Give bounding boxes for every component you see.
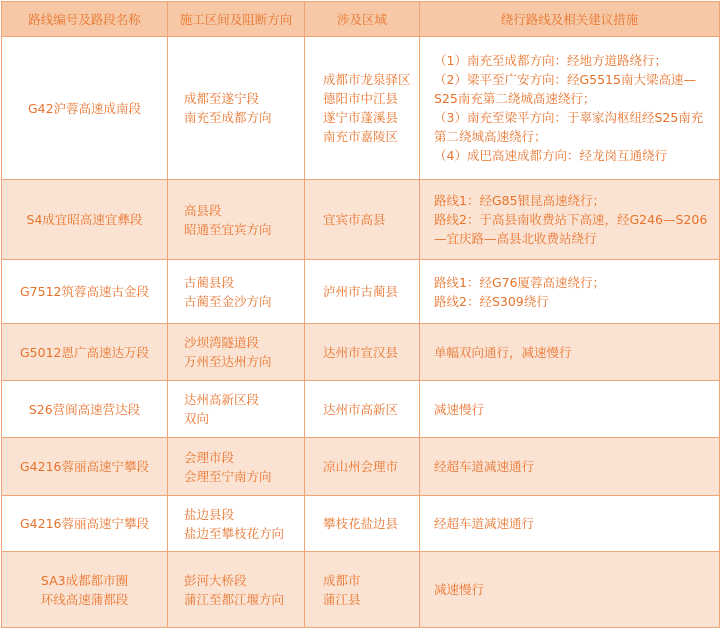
section-line: 双向 [184, 411, 210, 426]
section-cell [168, 324, 305, 381]
route-line: G42沪蓉高速成南段 [27, 100, 142, 116]
route-line: G4216蓉丽高速宁攀段 [20, 459, 149, 474]
detour-line: 减速慢行 [434, 582, 485, 597]
table-row [2, 381, 720, 438]
header-area: 涉及区域 [305, 2, 420, 37]
detour-line: （1）南充至成都方向：经地方道路绕行； [434, 53, 667, 68]
table-row [2, 438, 720, 496]
area-cell [305, 180, 420, 260]
area-line: 成都市 [323, 572, 361, 588]
route-line: 环线高速蒲都段 [40, 591, 129, 607]
route-line: G4216蓉丽高速宁攀段 [20, 516, 149, 531]
section-line: 古蔺至金沙方向 [184, 293, 272, 309]
area-line: 成都市龙泉驿区 [323, 72, 411, 87]
area-cell [305, 381, 420, 438]
detour-line: 单幅双向通行，减速慢行 [434, 344, 572, 360]
area-line: 达州市高新区 [323, 401, 399, 417]
area-cell [305, 552, 420, 628]
section-line: 高县段 [184, 202, 222, 218]
section-line: 会理至宁南方向 [184, 468, 272, 484]
section-line: 成都至遂宁段 [184, 91, 260, 106]
detour-cell [420, 324, 720, 381]
detour-cell [420, 552, 720, 628]
route-cell [2, 381, 168, 438]
area-line: 凉山州会理市 [323, 459, 399, 474]
detour-line: 路线1：经G85银昆高速绕行； [434, 193, 606, 208]
header-route: 路线编号及路段名称 [2, 2, 168, 37]
area-line: 蒲江县 [323, 591, 361, 607]
detour-line: 路线2：经S309绕行 [434, 293, 549, 309]
route-cell [2, 260, 168, 324]
area-cell [305, 324, 420, 381]
section-line: 南充至成都方向 [184, 110, 272, 125]
area-line: 宜宾市高县 [323, 212, 386, 227]
section-cell [168, 180, 305, 260]
detour-line: 减速慢行 [434, 401, 485, 417]
section-line: 万州至达州方向 [184, 354, 272, 369]
route-cell [2, 438, 168, 496]
route-line: G7512筑蓉高速古金段 [20, 284, 149, 299]
detour-line: 经超车道减速通行 [434, 516, 535, 531]
route-cell [2, 552, 168, 628]
area-cell [305, 37, 420, 180]
section-line: 盐边县段 [184, 506, 235, 522]
table-row [2, 552, 720, 628]
section-cell [168, 381, 305, 438]
table-row [2, 324, 720, 381]
header-section: 施工区间及阻断方向 [168, 2, 305, 37]
section-line: 彭河大桥段 [184, 572, 247, 588]
section-line: 盐边至攀枝花方向 [184, 525, 285, 541]
section-cell [168, 260, 305, 324]
detour-cell [420, 438, 720, 496]
detour-cell [420, 496, 720, 552]
section-line: 蒲江至都江堰方向 [184, 591, 285, 607]
section-cell [168, 552, 305, 628]
route-line: S26营阆高速营达段 [28, 401, 141, 417]
route-line: G5012恩广高速达万段 [20, 344, 149, 360]
area-line: 南充市嘉陵区 [323, 129, 399, 144]
table-row [2, 37, 720, 180]
detour-line: 经超车道减速通行 [434, 459, 535, 474]
table-row [2, 496, 720, 552]
detour-cell [420, 260, 720, 324]
header-row [2, 2, 720, 37]
area-line: 遂宁市蓬溪县 [323, 110, 399, 125]
section-cell [168, 438, 305, 496]
area-cell [305, 496, 420, 552]
section-line: 沙坝湾隧道段 [184, 335, 260, 350]
area-line: 泸州市古蔺县 [323, 284, 399, 299]
detour-line: 路线2：于高县南收费站下高速，经G246—S206—宜庆路—高县北收费站绕行 [434, 212, 708, 246]
route-cell [2, 324, 168, 381]
detour-cell [420, 381, 720, 438]
detour-line: 路线1：经G76厦蓉高速绕行； [434, 274, 606, 290]
table-row [2, 260, 720, 324]
area-line: 达州市宣汉县 [323, 344, 399, 360]
detour-cell [420, 37, 720, 180]
detour-line: （3）南充至梁平方向：于辜家沟枢纽经S25南充第二绕城高速绕行； [434, 110, 704, 144]
section-cell [168, 37, 305, 180]
route-cell [2, 180, 168, 260]
section-line: 古蔺县段 [184, 274, 235, 290]
route-cell [2, 496, 168, 552]
table-row [2, 180, 720, 260]
section-line: 昭通至宜宾方向 [184, 221, 272, 237]
section-cell [168, 496, 305, 552]
area-cell [305, 438, 420, 496]
detour-cell [420, 180, 720, 260]
traffic-control-table [1, 1, 720, 628]
area-line: 德阳市中江县 [323, 91, 399, 106]
detour-line: （2）梁平至广安方向：经G5515南大梁高速—S25南充第二绕城高速绕行； [434, 72, 696, 106]
area-line: 攀枝花盐边县 [323, 516, 399, 531]
route-cell [2, 37, 168, 180]
header-detour: 绕行路线及相关建议措施 [420, 2, 720, 37]
area-cell [305, 260, 420, 324]
route-line: S4成宜昭高速宜彝段 [26, 212, 143, 227]
section-line: 会理市段 [184, 449, 235, 465]
route-line: SA3成都都市圈 [40, 572, 129, 588]
section-line: 达州高新区段 [184, 392, 260, 407]
detour-line: （4）成巴高速成都方向：经龙岗互通绕行 [434, 148, 667, 163]
